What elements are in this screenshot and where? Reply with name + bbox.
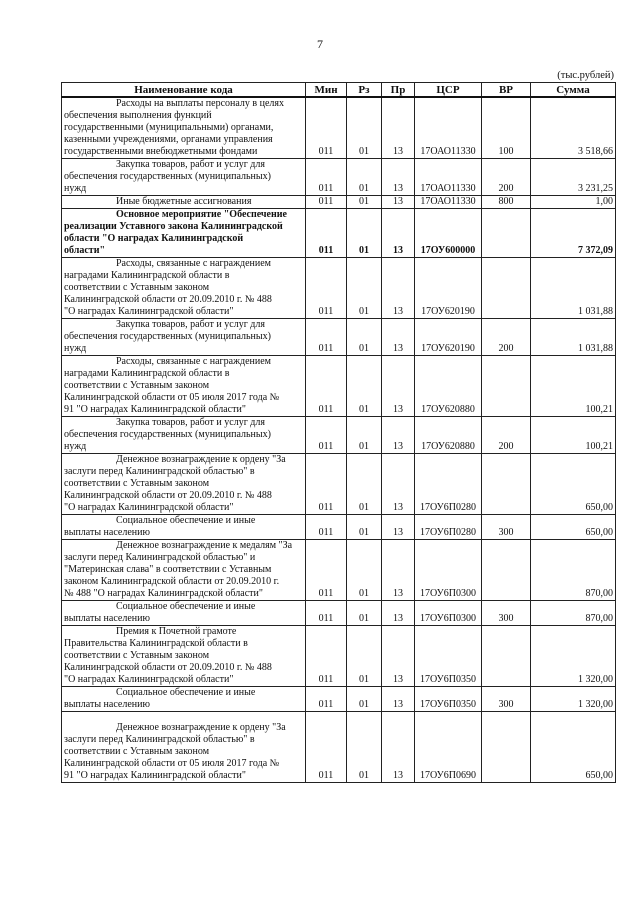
row-name-line: Иные бюджетные ассигнования [116, 196, 252, 207]
cell-min: 011 [306, 712, 347, 783]
cell-pr: 13 [382, 454, 415, 515]
cell-rz: 01 [347, 319, 382, 356]
row-name-line: Премия к Почетной грамоте [116, 626, 237, 637]
cell-sum: 1 031,88 [531, 319, 616, 356]
table-row [62, 417, 616, 454]
row-name-line: заслуги перед Калининградской областью" в [64, 466, 255, 477]
row-name [62, 417, 306, 454]
cell-vr [482, 454, 531, 515]
row-name-line: соответствии с Уставным законом [64, 478, 210, 489]
row-name-line: 91 "О наградах Калининградской области" [64, 404, 246, 415]
row-name-line: выплаты населению [64, 699, 150, 710]
row-name-line: Денежное вознаграждение к ордену "За [116, 454, 286, 465]
row-name [62, 97, 306, 159]
cell-rz: 01 [347, 601, 382, 626]
table-row [62, 687, 616, 712]
table-row [62, 97, 616, 159]
table-row [62, 515, 616, 540]
cell-sum: 870,00 [531, 601, 616, 626]
cell-pr: 13 [382, 687, 415, 712]
header-min: Мин [306, 83, 347, 98]
cell-rz: 01 [347, 258, 382, 319]
header-vr: ВР [482, 83, 531, 98]
header-pr: Пр [382, 83, 415, 98]
row-name-line: соответствии с Уставным законом [64, 746, 210, 757]
cell-vr: 800 [482, 196, 531, 209]
row-name-line: Калининградской области от 20.09.2010 г. № 488 [64, 294, 272, 305]
cell-sum: 100,21 [531, 417, 616, 454]
cell-min: 011 [306, 626, 347, 687]
row-name-line: области "О наградах Калининградской [64, 233, 244, 244]
cell-rz: 01 [347, 356, 382, 417]
row-name-line: реализации Уставного закона Калининградской [64, 221, 283, 232]
row-name-line: Калининградской области от 05 июля 2017 года № [64, 758, 280, 769]
row-name-line: Расходы на выплаты персоналу в целях [116, 98, 284, 109]
row-name-line: законом Калининградской области от 20.09.2010 г. [64, 576, 280, 587]
header-sum: Сумма [531, 83, 616, 98]
row-name-line: заслуги перед Калининградской областью" в [64, 734, 255, 745]
table-header-row [62, 83, 616, 98]
table-row [62, 196, 616, 209]
cell-vr [482, 712, 531, 783]
cell-csr: 17ОУ6П0280 [415, 454, 482, 515]
cell-csr: 17ОАО11330 [415, 159, 482, 196]
row-name-line: соответствии с Уставным законом [64, 282, 210, 293]
cell-min: 011 [306, 258, 347, 319]
cell-rz: 01 [347, 712, 382, 783]
cell-sum: 100,21 [531, 356, 616, 417]
cell-min: 011 [306, 319, 347, 356]
row-name-line: обеспечения государственных (муниципальных) [64, 429, 271, 440]
table-row [62, 209, 616, 258]
row-name-line: выплаты населению [64, 613, 150, 624]
cell-csr: 17ОУ620190 [415, 319, 482, 356]
cell-pr: 13 [382, 209, 415, 258]
row-name-line: Основное мероприятие "Обеспечение [116, 209, 287, 220]
cell-pr: 13 [382, 626, 415, 687]
row-name [62, 258, 306, 319]
row-name [62, 601, 306, 626]
cell-min: 011 [306, 209, 347, 258]
cell-min: 011 [306, 97, 347, 159]
row-name-line: казенными учреждениями, органами управления [64, 134, 273, 145]
cell-min: 011 [306, 159, 347, 196]
header-rz: Рз [347, 83, 382, 98]
row-name-line: нужд [64, 441, 87, 452]
cell-pr: 13 [382, 196, 415, 209]
cell-min: 011 [306, 454, 347, 515]
table-row [62, 258, 616, 319]
cell-pr: 13 [382, 159, 415, 196]
cell-pr: 13 [382, 97, 415, 159]
row-name-line: соответствии с Уставным законом [64, 380, 210, 391]
cell-vr: 200 [482, 417, 531, 454]
cell-vr [482, 209, 531, 258]
cell-csr: 17ОАО11330 [415, 97, 482, 159]
cell-pr: 13 [382, 515, 415, 540]
cell-rz: 01 [347, 540, 382, 601]
row-name-line: государственными (муниципальными) органами, [64, 122, 274, 133]
table-body [62, 97, 616, 783]
cell-rz: 01 [347, 209, 382, 258]
cell-rz: 01 [347, 687, 382, 712]
row-name-line: Правительства Калининградской области в [64, 638, 248, 649]
page-number: 7 [317, 37, 323, 51]
row-name-line: "Материнская слава" в соответствии с Уставным [64, 564, 272, 575]
cell-min: 011 [306, 540, 347, 601]
cell-vr: 300 [482, 601, 531, 626]
cell-pr: 13 [382, 356, 415, 417]
row-name-line: Закупка товаров, работ и услуг для [116, 417, 265, 428]
cell-sum: 650,00 [531, 454, 616, 515]
row-name [62, 159, 306, 196]
cell-csr: 17ОАО11330 [415, 196, 482, 209]
row-name [62, 712, 306, 783]
cell-sum: 870,00 [531, 540, 616, 601]
cell-csr: 17ОУ620880 [415, 417, 482, 454]
cell-vr: 300 [482, 515, 531, 540]
table-row [62, 159, 616, 196]
row-name [62, 540, 306, 601]
row-name [62, 515, 306, 540]
row-name [62, 196, 306, 209]
cell-rz: 01 [347, 515, 382, 540]
cell-rz: 01 [347, 196, 382, 209]
cell-vr: 200 [482, 319, 531, 356]
cell-min: 011 [306, 601, 347, 626]
row-name-line: Социальное обеспечение и иные [116, 515, 256, 526]
row-name-line: Денежное вознаграждение к ордену "За [116, 722, 286, 733]
cell-sum: 7 372,09 [531, 209, 616, 258]
row-name-line: Калининградской области от 20.09.2010 г. № 488 [64, 490, 272, 501]
cell-pr: 13 [382, 319, 415, 356]
row-name [62, 687, 306, 712]
cell-vr [482, 540, 531, 601]
cell-csr: 17ОУ620880 [415, 356, 482, 417]
row-name-line: "О наградах Калининградской области" [64, 674, 234, 685]
cell-csr: 17ОУ6П0300 [415, 601, 482, 626]
cell-vr [482, 356, 531, 417]
row-name-line: соответствии с Уставным законом [64, 650, 210, 661]
row-name-line: обеспечения выполнения функций [64, 110, 212, 121]
cell-sum: 3 518,66 [531, 97, 616, 159]
header-name: Наименование кода [62, 83, 306, 98]
cell-rz: 01 [347, 454, 382, 515]
cell-rz: 01 [347, 626, 382, 687]
cell-min: 011 [306, 515, 347, 540]
row-name-line: нужд [64, 183, 87, 194]
cell-min: 011 [306, 356, 347, 417]
row-name-line: выплаты населению [64, 527, 150, 538]
cell-vr [482, 626, 531, 687]
row-name-line: наградами Калининградской области в [64, 368, 230, 379]
row-name-line: Расходы, связанные с награждением [116, 356, 271, 367]
cell-csr: 17ОУ6П0300 [415, 540, 482, 601]
cell-csr: 17ОУ6П0350 [415, 626, 482, 687]
row-name-line: области" [64, 245, 106, 256]
cell-pr: 13 [382, 712, 415, 783]
cell-sum: 650,00 [531, 712, 616, 783]
cell-csr: 17ОУ600000 [415, 209, 482, 258]
header-csr: ЦСР [415, 83, 482, 98]
row-name-line: Закупка товаров, работ и услуг для [116, 319, 265, 330]
cell-rz: 01 [347, 417, 382, 454]
cell-sum: 650,00 [531, 515, 616, 540]
cell-sum: 1,00 [531, 196, 616, 209]
cell-pr: 13 [382, 540, 415, 601]
cell-sum: 3 231,25 [531, 159, 616, 196]
cell-pr: 13 [382, 417, 415, 454]
row-name-line: "О наградах Калининградской области" [64, 306, 234, 317]
row-name [62, 356, 306, 417]
row-name-line: Калининградской области от 20.09.2010 г. № 488 [64, 662, 272, 673]
table-row [62, 626, 616, 687]
row-name [62, 209, 306, 258]
row-name-line: наградами Калининградской области в [64, 270, 230, 281]
cell-pr: 13 [382, 258, 415, 319]
units-label: (тыс.рублей) [557, 70, 614, 81]
row-name-line: 91 "О наградах Калининградской области" [64, 770, 246, 781]
row-name-line: нужд [64, 343, 87, 354]
cell-sum: 1 031,88 [531, 258, 616, 319]
cell-csr: 17ОУ6П0690 [415, 712, 482, 783]
row-name [62, 454, 306, 515]
row-name-line: "О наградах Калининградской области" [64, 502, 234, 513]
cell-min: 011 [306, 417, 347, 454]
row-name-line: Закупка товаров, работ и услуг для [116, 159, 265, 170]
cell-vr [482, 258, 531, 319]
cell-vr: 200 [482, 159, 531, 196]
cell-rz: 01 [347, 97, 382, 159]
cell-vr: 100 [482, 97, 531, 159]
cell-sum: 1 320,00 [531, 687, 616, 712]
table-row [62, 601, 616, 626]
row-name-line: № 488 "О наградах Калининградской области" [64, 588, 263, 599]
cell-min: 011 [306, 196, 347, 209]
cell-csr: 17ОУ6П0350 [415, 687, 482, 712]
cell-csr: 17ОУ6П0280 [415, 515, 482, 540]
row-name-line: обеспечения государственных (муниципальных) [64, 331, 271, 342]
table-row [62, 319, 616, 356]
cell-vr: 300 [482, 687, 531, 712]
row-name-line: обеспечения государственных (муниципальных) [64, 171, 271, 182]
table-row [62, 712, 616, 783]
table-row [62, 540, 616, 601]
row-name [62, 319, 306, 356]
table-row [62, 356, 616, 417]
row-name-line: заслуги перед Калининградской областью" и [64, 552, 256, 563]
budget-table [61, 82, 616, 783]
cell-sum: 1 320,00 [531, 626, 616, 687]
row-name-line: Калининградской области от 05 июля 2017 года № [64, 392, 280, 403]
row-name-line: государственными внебюджетными фондами [64, 146, 258, 157]
row-name-line: Социальное обеспечение и иные [116, 601, 256, 612]
cell-pr: 13 [382, 601, 415, 626]
row-name-line: Денежное вознаграждение к медалям "За [116, 540, 293, 551]
cell-rz: 01 [347, 159, 382, 196]
table-row [62, 454, 616, 515]
cell-min: 011 [306, 687, 347, 712]
cell-csr: 17ОУ620190 [415, 258, 482, 319]
row-name [62, 626, 306, 687]
row-name-line: Социальное обеспечение и иные [116, 687, 256, 698]
row-name-line: Расходы, связанные с награждением [116, 258, 271, 269]
